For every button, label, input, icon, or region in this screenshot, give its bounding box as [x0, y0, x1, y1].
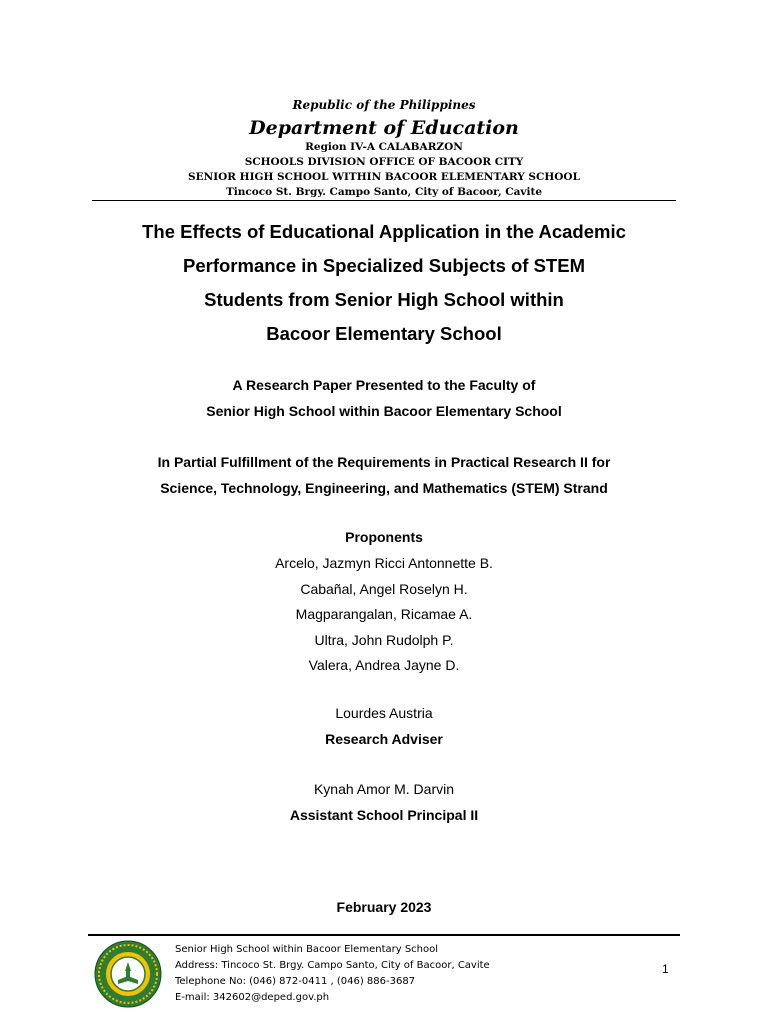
school-address-line: Tincoco St. Brgy. Campo Santo, City of Bacoor, Cavite — [225, 186, 543, 198]
footer-school: Senior High School within Bacoor Elementary School — [175, 944, 439, 955]
proponent-name: Magparangalan, Ricamae A. — [295, 606, 473, 622]
title-line: The Effects of Educational Application in the Academic — [142, 221, 626, 242]
proponents-list — [60, 551, 708, 679]
adviser-block — [60, 701, 708, 752]
letterhead — [0, 96, 768, 200]
division-line: SCHOOLS DIVISION OFFICE OF BACOOR CITY — [244, 156, 524, 168]
page-number: 1 — [662, 962, 669, 976]
department-name: Department of Education — [249, 117, 519, 139]
school-line: SENIOR HIGH SCHOOL WITHIN BACOOR ELEMENTARY SCHOOL — [188, 171, 580, 183]
title-line: Performance in Specialized Subjects of STEM — [183, 255, 585, 276]
footer-address: Address: Tincoco St. Brgy. Campo Santo, City of Bacoor, Cavite — [175, 960, 490, 971]
proponent-name: Cabañal, Angel Roselyn H. — [300, 580, 468, 597]
footer-contact — [175, 942, 490, 1006]
footer-divider — [88, 934, 680, 936]
republic-line: Republic of the Philippines — [292, 98, 476, 112]
fulfillment-line: Science, Technology, Engineering, and Mathematics (STEM) Strand — [160, 479, 608, 496]
header-divider — [92, 200, 676, 201]
school-seal-icon — [94, 940, 162, 1008]
adviser-name: Lourdes Austria — [335, 705, 433, 721]
principal-role: Assistant School Principal II — [289, 806, 479, 823]
proponent-name: Ultra, John Rudolph P. — [314, 631, 454, 648]
principal-block — [60, 777, 708, 828]
presented-line: A Research Paper Presented to the Faculty of — [232, 377, 536, 393]
fulfillment-line: In Partial Fulfillment of the Requirements in Practical Research II for — [157, 454, 611, 470]
proponents-heading: Proponents — [345, 529, 423, 545]
title-line: Students from Senior High School within — [204, 289, 564, 310]
proponent-name: Arcelo, Jazmyn Ricci Antonnette B. — [275, 555, 493, 571]
submission-date: February 2023 — [336, 899, 432, 915]
fulfillment-statement — [60, 450, 708, 501]
principal-name: Kynah Amor M. Darvin — [313, 781, 455, 797]
region-line: Region IV-A CALABARZON — [305, 141, 463, 153]
adviser-role: Research Adviser — [325, 730, 443, 747]
proponent-name: Valera, Andrea Jayne D. — [308, 657, 460, 673]
paper-title — [60, 215, 708, 351]
footer-telephone: Telephone No: (046) 872-0411 , (046) 886-3687 — [175, 976, 416, 987]
presented-line: Senior High School within Bacoor Elementary School — [206, 402, 562, 419]
presented-to — [60, 373, 708, 424]
title-line: Bacoor Elementary School — [266, 323, 502, 344]
footer-email: E-mail: 342602@deped.gov.ph — [175, 992, 330, 1003]
